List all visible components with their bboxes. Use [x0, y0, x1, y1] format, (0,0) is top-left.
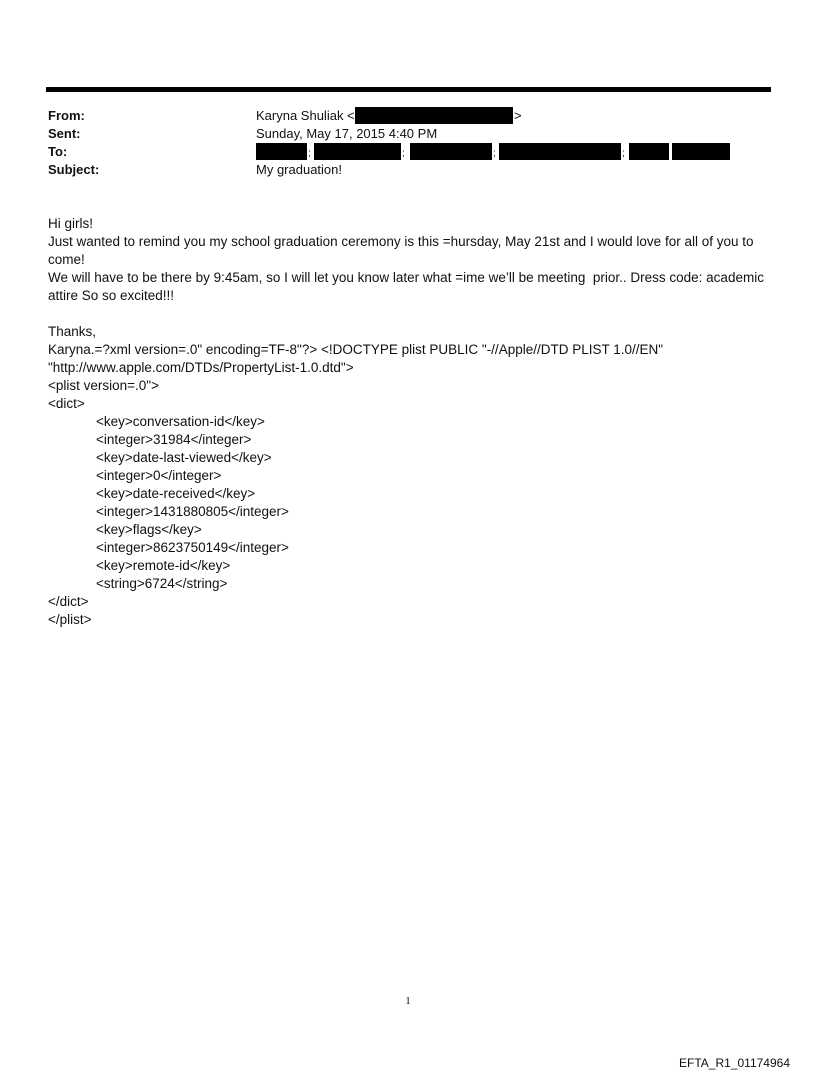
signature-xml-line: Karyna.=?xml version=.0" encoding=TF-8"?> <!DOCTYPE plist PUBLIC "-//Apple//DTD PLIST 1.0//EN" — [48, 342, 664, 357]
from-label: From: — [48, 108, 85, 123]
dict-line: <key>flags</key> — [96, 522, 202, 537]
paragraph-graduation: Just wanted to remind you my school graduation ceremony is this =hursday, May 21st and I would love for all of you to come! — [48, 234, 758, 267]
sign-off: Thanks, — [48, 324, 97, 339]
dict-line: <integer>8623750149</integer> — [96, 540, 289, 555]
dict-line: <integer>0</integer> — [96, 468, 222, 483]
dtd-url-line: "http://www.apple.com/DTDs/PropertyList-1.0.dtd"> — [48, 360, 354, 375]
to-separator: ; — [493, 148, 496, 159]
dict-line: <string>6724</string> — [96, 576, 228, 591]
paragraph-dress-code: We will have to be there by 9:45am, so I will let you know later what =ime we’ll be meeting prior.. Dress code: academic attire So so excited!!! — [48, 270, 768, 303]
dict-line: <integer>31984</integer> — [96, 432, 252, 447]
dict-line: <integer>1431880805</integer> — [96, 504, 289, 519]
subject-value: My graduation! — [256, 162, 342, 177]
sent-value: Sunday, May 17, 2015 4:40 PM — [256, 126, 438, 141]
sent-label: Sent: — [48, 126, 81, 141]
redaction-to-6 — [672, 143, 730, 160]
page-number: 1 — [405, 995, 411, 1007]
dict-line: <key>remote-id</key> — [96, 558, 231, 573]
dict-line: <key>date-last-viewed</key> — [96, 450, 272, 465]
dict-line: <key>date-received</key> — [96, 486, 256, 501]
from-close-bracket: > — [514, 108, 522, 123]
to-separator: ; — [622, 148, 625, 159]
redaction-to-1 — [256, 143, 307, 160]
redaction-to-4 — [499, 143, 621, 160]
redaction-to-5 — [629, 143, 669, 160]
redaction-from-email — [355, 107, 513, 124]
to-label: To: — [48, 144, 68, 159]
dict-open: <dict> — [48, 396, 85, 411]
plist-close: </plist> — [48, 612, 92, 627]
from-value: Karyna Shuliak < — [256, 108, 355, 123]
dict-line: <key>conversation-id</key> — [96, 414, 265, 429]
redaction-to-2 — [314, 143, 401, 160]
document-id: EFTA_R1_01174964 — [679, 1056, 790, 1070]
plist-open: <plist version=.0"> — [48, 378, 159, 393]
subject-label: Subject: — [48, 162, 100, 177]
header-rule — [46, 87, 771, 92]
dict-close: </dict> — [48, 594, 89, 609]
to-separator: ; — [402, 148, 405, 159]
greeting: Hi girls! — [48, 216, 94, 231]
redaction-to-3 — [410, 143, 492, 160]
to-separator: ; — [308, 148, 311, 159]
